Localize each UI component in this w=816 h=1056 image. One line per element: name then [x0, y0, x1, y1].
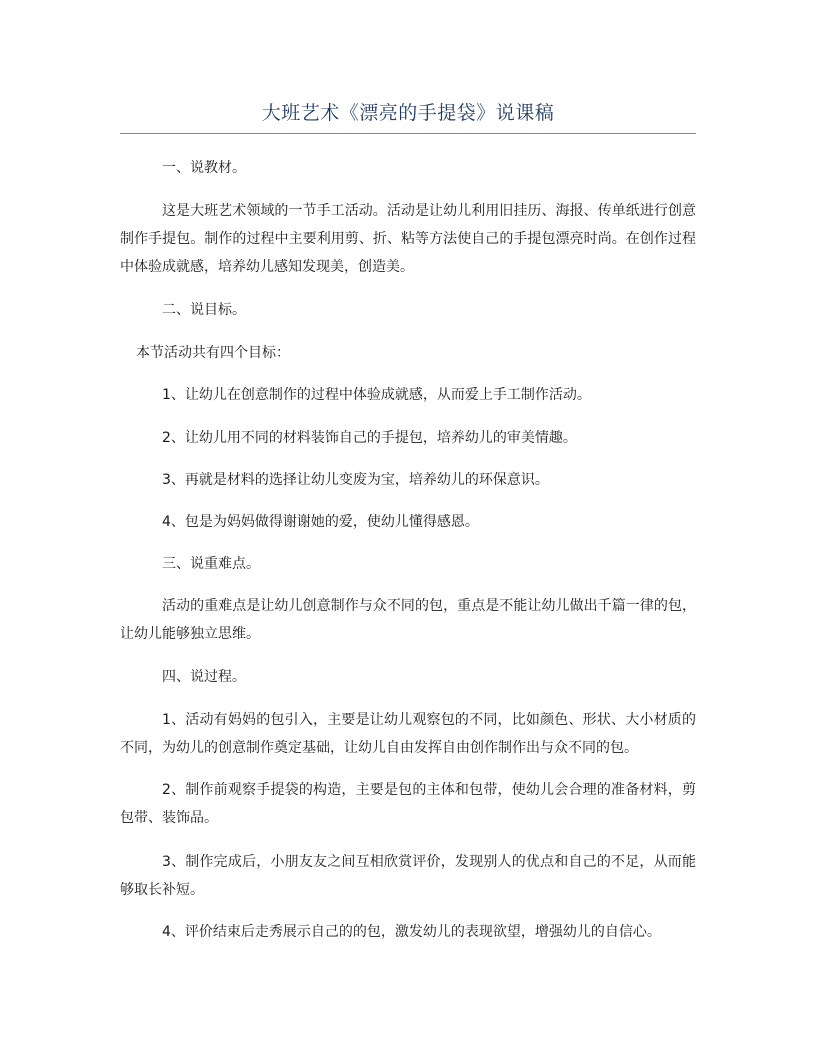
process-step-1: 1、活动有妈妈的包引入，主要是让幼儿观察包的不同，比如颜色、形状、大小材质的不同，为幼儿的创意制作奠定基础，让幼儿自由发挥自由创作制作出与众不同的包。 [120, 712, 696, 756]
section-heading-process: 四、说过程。 [162, 669, 246, 685]
title-underline [120, 133, 696, 134]
document-title: 大班艺术《漂亮的手提袋》说课稿 [261, 102, 555, 124]
section-heading-goals: 二、说目标。 [162, 302, 246, 318]
process-step-2: 2、制作前观察手提袋的构造，主要是包的主体和包带，使幼儿会合理的准备材料，剪包带、装饰品。 [120, 782, 696, 826]
paragraph-textbook-body: 这是大班艺术领域的一节手工活动。活动是让幼儿利用旧挂历、海报、传单纸进行创意制作手提包。制作的过程中主要利用剪、折、粘等方法使自己的手提包漂亮时尚。在创作过程中体验成就感，培养幼儿感知发现美，创造美。 [120, 203, 696, 275]
section-heading-textbook: 一、说教材。 [162, 160, 246, 176]
section-heading-key-points: 三、说重难点。 [162, 556, 260, 572]
goal-item-4: 4、包是为妈妈做得谢谢她的爱，使幼儿懂得感恩。 [162, 514, 479, 530]
paragraph-key-points-body: 活动的重难点是让幼儿创意制作与众不同的包，重点是不能让幼儿做出千篇一律的包，让幼儿能够独立思维。 [120, 598, 696, 642]
goal-item-3: 3、再就是材料的选择让幼儿变废为宝，培养幼儿的环保意识。 [162, 472, 549, 488]
goal-item-2: 2、让幼儿用不同的材料装饰自己的手提包，培养幼儿的审美情趣。 [162, 430, 577, 446]
paragraph-goals-intro: 本节活动共有四个目标： [136, 345, 290, 361]
goal-item-1: 1、让幼儿在创意制作的过程中体验成就感，从而爱上手工制作活动。 [162, 387, 591, 403]
process-step-3: 3、制作完成后，小朋友友之间互相欣赏评价，发现别人的优点和自己的不足，从而能够取长补短。 [120, 854, 696, 898]
process-step-4: 4、评价结束后走秀展示自己的的包，激发幼儿的表现欲望，增强幼儿的自信心。 [162, 924, 661, 940]
